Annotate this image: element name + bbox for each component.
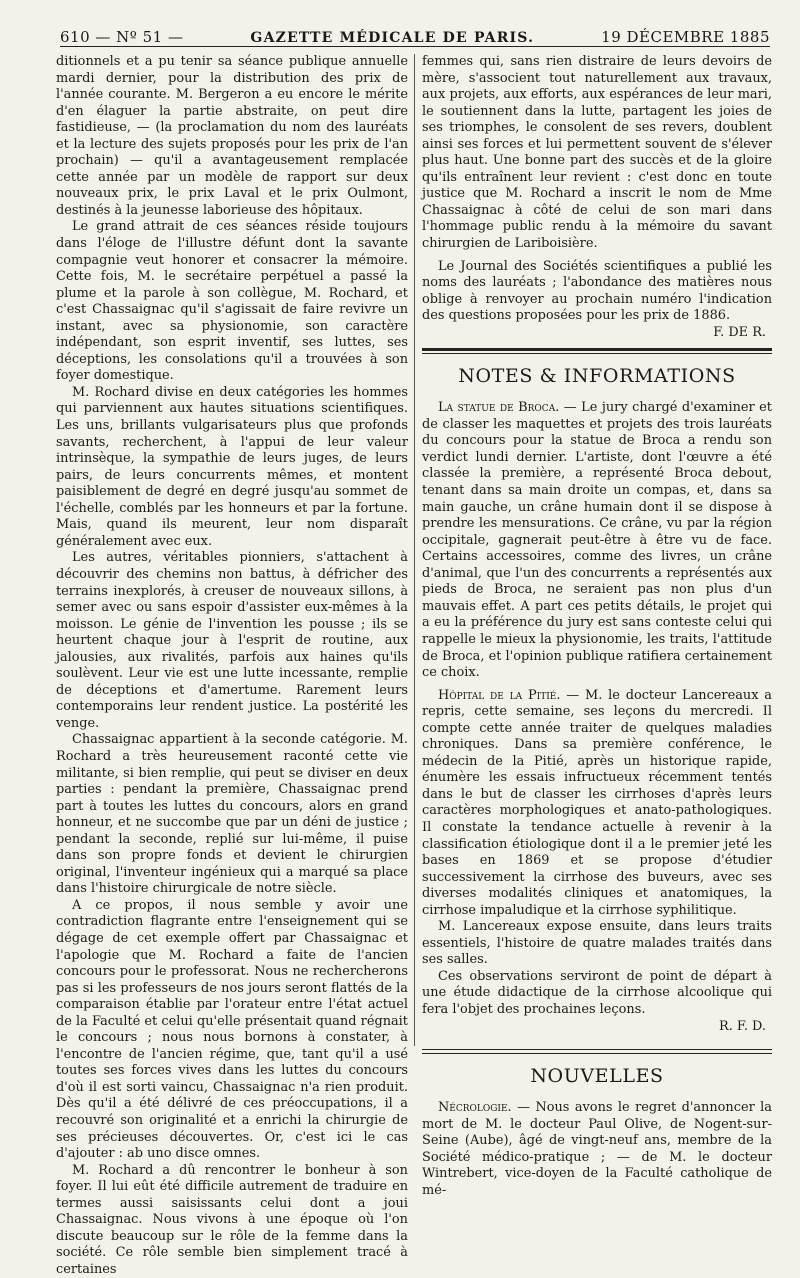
paragraph: ditionnels et a pu tenir sa séance publique annuelle mardi dernier, pour la distribution des prix de l'année courante. M. Bergeron a eu encore le mérite d'en élaguer la partie abstraite, on peut dire fastidieuse, — (la proclamation du nom des lauréats et la lecture des sujets proposés pour les prix de l'an prochain) — qu'il a avantageusement remplacée cette année par un modèle de rapport sur deux nouveaux prix, le prix Laval et le prix Oulmont, destinés à la jeunesse laborieuse des hôpitaux. (56, 54, 408, 218)
news-item-lead: Nécrologie. (438, 1100, 512, 1116)
news-item (422, 688, 772, 920)
news-item-text: — M. le docteur Lancereaux a repris, cette semaine, ses leçons du mercredi. Il compte cette année traiter de quelques maladies chroniques. Dans sa première conférence, le médecin de la Pitié, après un historique rapide, énumère les essais infructueux récemment tentés dans le but de classer les cirrhoses d'après leurs caractères morphologiques et anato-pathologiques. Il constate la tendance actuelle à revenir à la classification étiologique dont il a le premier jeté les bases en 1869 et se propose d'étudier successivement la cirrhose des buveurs, avec ses diverses modalités cliniques et anatomiques, la cirrhose impaludique et la cirrhose syphilitique. (422, 687, 772, 918)
column-divider (414, 54, 415, 1046)
paragraph: Les autres, véritables pionniers, s'attachent à découvrir des chemins non battus, à défricher des terrains inexplorés, à creuser de nouveaux sillons, à semer avec ou sans espoir d'assister eux-mêmes à la moisson. Le génie de l'invention les pousse ; ils se heurtent chaque jour à l'esprit de routine, aux jalousies, aux rivalités, parfois aux haines qu'ils soulèvent. Leur vie est une lutte incessante, remplie de déceptions et d'amertume. Rarement leurs contemporains leur rendent justice. La postérité les venge. (56, 550, 408, 731)
author-signature: R. F. D. (718, 1018, 766, 1034)
paragraph: A ce propos, il nous semble y avoir une contradiction flagrante entre l'enseignement qui se dégage de cet exemple offert par Chassaignac et l'apologie que M. Rochard a faite de l'ancien concours pour le professorat. Nous ne rechercherons pas si les professeurs de nos jours seront flattés de la comparaison établie par l'orateur entre l'état actuel de la Faculté et celui qu'elle présentait quand régnait le concours ; nous nous bornons à constater, à l'encontre de l'ancien régime, que, tant qu'il a usé toutes ses forces vives dans les luttes du concours d'où il est sorti vaincu, Chassaignac n'a rien produit. Dès qu'il a été délivré de ces préoccupations, il a recouvré son originalité et a enrichi la chirurgie de ses précieuses découvertes. Or, c'est ici le cas d'ajouter : ab uno disce omnes. (56, 897, 408, 1162)
paragraph: femmes qui, sans rien distraire de leurs devoirs de mère, s'associent tout naturellement aux travaux, aux projets, aux efforts, aux espérances de leur mari, le soutiennent dans la lutte, partagent les joies de ses triomphes, le consolent de ses revers, doublent ainsi ses forces et lui permettent souvent de s'élever plus haut. Une bonne part des succès et de la gloire qu'ils entraînent leur revient : c'est donc en toute justice que M. Rochard a inscrit le nom de Mme Chassaignac à côté de celui de son mari dans l'hommage public rendu à la mémoire du savant chirurgien de Lariboisière. (422, 54, 772, 252)
author-signature: F. DE R. (713, 324, 766, 340)
paragraph: Le grand attrait de ces séances réside toujours dans l'éloge de l'illustre défunt dont la savante compagnie veut honorer et consacrer la mémoire. Cette fois, M. le secrétaire perpétuel a passé la plume et la parole à son collègue, M. Rochard, et c'est Chassaignac qu'il s'agissait de faire revivre un instant, avec sa physionomie, son caractère indépendant, son esprit inventif, ses luttes, ses déceptions, les consolations qu'il a trouvées à son foyer domestique. (56, 219, 408, 384)
paragraph: Le Journal des Sociétés scientifiques a publié les noms des lauréats ; l'abondance des matières nous oblige à renvoyer au prochain numéro l'indication des questions proposées pour les prix de 1886. (422, 258, 772, 324)
publication-title: GAZETTE MÉDICALE DE PARIS. (250, 30, 535, 46)
news-item (422, 400, 772, 681)
news-item-lead: La statue de Broca. (438, 400, 560, 416)
right-column (422, 54, 772, 1198)
section-heading-nouvelles: NOUVELLES (530, 1065, 664, 1088)
news-item-lead: Hôpital de la Pitié. (438, 687, 561, 703)
paragraph: M. Rochard divise en deux catégories les hommes qui parviennent aux hautes situations scientifiques. Les uns, brillants vulgarisateurs plus que profonds savants, recherchent, à l'appui de leur valeur intrinsèque, la sympathie de leurs juges, de leurs pairs, de leurs concurrents mêmes, et montent paisiblement de degré en degré jusqu'au sommet de l'échelle, comblés par les honneurs et par la fortune. Mais, quand ils meurent, leur nom disparaît généralement avec eux. (56, 384, 408, 549)
section-heading-notes: NOTES & INFORMATIONS (458, 365, 736, 388)
issue-date: 19 DÉCEMBRE 1885 (601, 28, 770, 46)
page-number: 610 — Nº 51 — (60, 28, 184, 46)
paragraph: M. Lancereaux expose ensuite, dans leurs traits essentiels, l'histoire de quatre malades traités dans ses salles. (422, 919, 772, 968)
news-item-text: — Le jury chargé d'examiner et de classer les maquettes et projets des trois lauréats du concours pour la statue de Broca a rendu son verdict lundi dernier. L'artiste, dont l'œuvre a été classée la première, a représenté Broca debout, tenant dans sa main droite un compas, et, dans sa main gauche, un crâne humain dont il se dispose à prendre les mensurations. Ce crâne, vu par la région occipitale, gagnerait peut-être à être vu de face. Certains accessoires, comme des livres, un crâne d'animal, que l'un des concurrents a représentés aux pieds de Broca, ne seraient pas non plus d'un mauvais effet. A part ces petits détails, le projet qui a eu la préférence du jury est sans conteste celui qui rappelle le mieux la physionomie, les traits, l'attitude de Broca, et l'opinion publique ratifiera certainement ce choix. (422, 400, 772, 681)
page-header (60, 20, 770, 47)
paragraph: Chassaignac appartient à la seconde catégorie. M. Rochard a très heureusement raconté cette vie militante, si bien remplie, qui peut se diviser en deux parties : pendant la première, Chassaignac prend part à toutes les luttes du concours, alors en grand honneur, et ne succombe que par un déni de justice ; pendant la seconde, replié sur lui-même, il puise dans son propre fonds et devient le chirurgien original, l'inventeur ingénieux qui a marqué sa place dans l'histoire chirurgicale de notre siècle. (56, 732, 408, 897)
section-rule (422, 348, 772, 354)
news-item (422, 1100, 772, 1199)
news-item-text: — Nous avons le regret d'annoncer la mort de M. le docteur Paul Olive, de Nogent-sur-Seine (Aube), âgé de vingt-neuf ans, membre de la Société médico-pratique ; — de M. le docteur Wintrebert, vice-doyen de la Faculté catholique de mé- (422, 1100, 772, 1198)
paragraph: Ces observations serviront de point de départ à une étude didactique de la cirrhose alcoolique qui fera l'objet des prochaines leçons. (422, 968, 772, 1017)
left-column (56, 54, 408, 1277)
section-rule (422, 1049, 772, 1054)
paragraph: M. Rochard a dû rencontrer le bonheur à son foyer. Il lui eût été difficile autrement de traduire en termes aussi saisissants celui dont a joui Chassaignac. Nous vivons à une époque où l'on discute beaucoup sur le rôle de la femme dans la société. Ce rôle semble bien simplement tracé à certaines (56, 1162, 408, 1277)
